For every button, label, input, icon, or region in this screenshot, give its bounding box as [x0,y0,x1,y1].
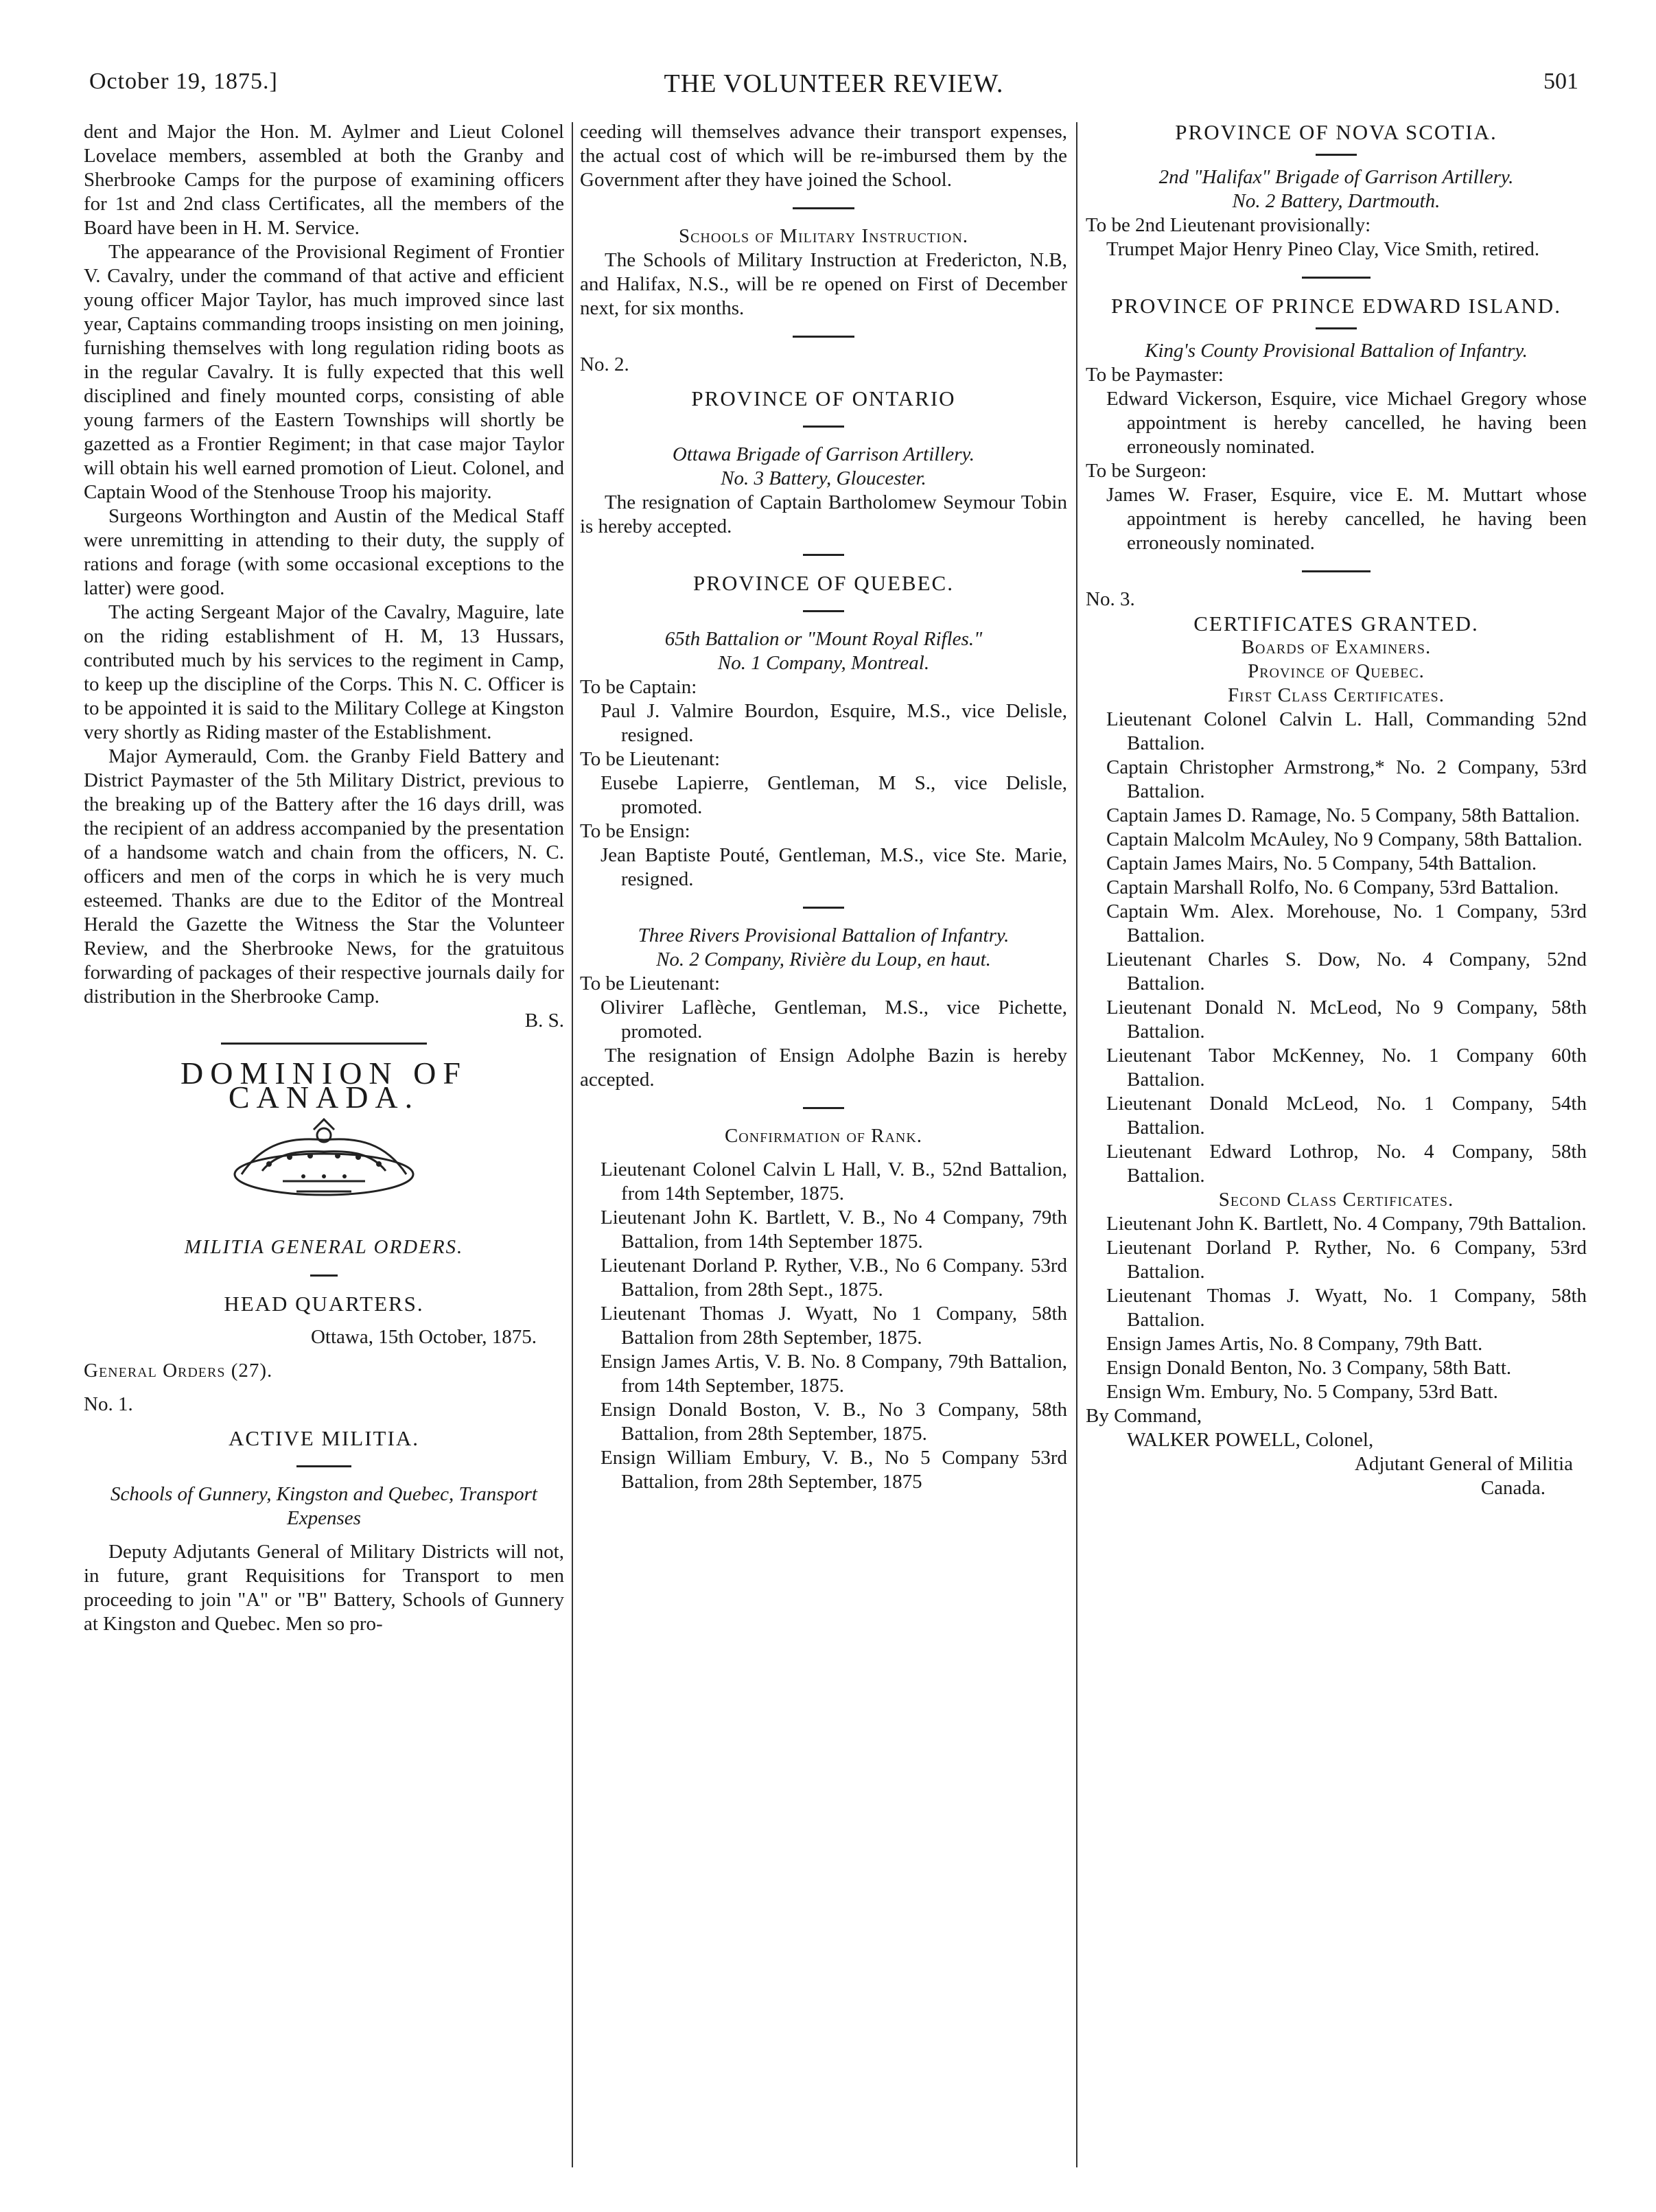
schools-heading: Schools of Gunnery, Kingston and Quebec, Transport Expenses [110,1483,537,1529]
divider [803,1107,844,1109]
appointment-label: To be Ensign: [580,820,690,842]
certificate-entry: Captain Marshall Rolfo, No. 6 Company, 53rd Battalion. [1106,876,1559,898]
certificates-heading: CERTIFICATES GRANTED. [1193,612,1479,636]
column-3 [1086,120,1587,1500]
first-class-heading: First Class Certificates. [1228,684,1445,706]
company-heading: No. 1 Company, Montreal. [717,652,930,674]
appointment-label: To be Paymaster: [1086,364,1224,386]
section-title-dominion: DOMINION OF CANADA. [180,1056,467,1115]
certificate-entry: Lieutenant Thomas J. Wyatt, No. 1 Company, 58th Battalion. [1106,1285,1587,1331]
certificate-entry: Ensign James Artis, No. 8 Company, 79th Batt. [1106,1333,1483,1355]
battalion-heading: 65th Battalion or "Mount Royal Rifles." [664,628,983,650]
certificate-entry: Captain James D. Ramage, No. 5 Company, 58th Battalion. [1106,804,1580,826]
certificate-entry: Captain Christopher Armstrong,* No. 2 Company, 53rd Battalion. [1106,756,1587,802]
header-page-number: 501 [1543,69,1578,94]
column-rule-right [1076,122,1077,2167]
date-line: Ottawa, 15th October, 1875. [310,1326,537,1348]
certificate-entry: Captain James Mairs, No. 5 Company, 54th Battalion. [1106,852,1537,874]
divider [296,1465,351,1467]
battery-heading: No. 2 Battery, Dartmouth. [1232,190,1441,212]
brigade-heading: Ottawa Brigade of Garrison Artillery. [672,443,975,465]
certificate-entry: Captain Wm. Alex. Morehouse, No. 1 Company, 53rd Battalion. [1106,900,1587,946]
page-header [89,69,1578,110]
rank-entry: Lieutenant Thomas J. Wyatt, No 1 Company, 58th Battalion from 28th September, 1875. [600,1303,1067,1349]
divider [1302,277,1371,279]
appointment-label: To be Captain: [580,676,697,698]
active-militia-heading: ACTIVE MILITIA. [229,1426,419,1450]
rank-entry: Ensign William Embury, V. B., No 5 Company 53rd Battalion, from 28th September, 1875 [600,1447,1067,1493]
signatory-place: Canada. [1480,1477,1546,1499]
battery-heading: No. 3 Battery, Gloucester. [721,467,926,489]
appointment-label: To be Lieutenant: [580,973,721,994]
paragraph: ceeding will themselves advance their transport expenses, the actual cost of which will be re-imbursed them by the Government after they have joined the School. [580,121,1067,191]
header-title: THE VOLUNTEER REVIEW. [664,69,1004,98]
rank-entry: Lieutenant Dorland P. Ryther, V.B., No 6 Company. 53rd Battalion, from 28th Sept., 1875. [600,1255,1067,1301]
divider [310,1274,338,1277]
certificate-entry: Lieutenant Charles S. Dow, No. 4 Company, 52nd Battalion. [1106,948,1587,994]
rank-entry: Lieutenant Colonel Calvin L Hall, V. B., 52nd Battalion, from 14th September, 1875. [600,1159,1067,1204]
battalion-heading: King's County Provisional Battalion of Infantry. [1145,340,1528,362]
order-number: No. 2. [580,353,629,375]
signatory-name: WALKER POWELL, Colonel, [1127,1429,1374,1451]
divider [803,554,844,556]
appointment-entry: Edward Vickerson, Esquire, vice Michael Gregory whose appointment is hereby cancelled, he having been erroneously nominated. [1106,388,1587,458]
signature: B. S. [524,1010,564,1032]
confirmation-heading: Confirmation of Rank. [724,1125,923,1147]
schools-military-heading: Schools of Military Instruction. [678,225,969,247]
certificate-entry: Lieutenant Dorland P. Ryther, No. 6 Company, 53rd Battalion. [1106,1237,1587,1283]
certificate-entry: Lieutenant Tabor McKenney, No. 1 Company 60th Battalion. [1106,1045,1587,1091]
divider [803,426,844,428]
boards-heading: Boards of Examiners. [1241,636,1432,658]
certificate-entry: Lieutenant Donald N. McLeod, No 9 Company, 58th Battalion. [1106,997,1587,1043]
certificate-entry: Lieutenant Colonel Calvin L. Hall, Commanding 52nd Battalion. [1106,708,1587,754]
divider [803,907,844,909]
order-number: No. 1. [84,1393,133,1415]
province-nova-scotia: PROVINCE OF NOVA SCOTIA. [1175,120,1497,144]
paragraph: Deputy Adjutants General of Military Districts will not, in future, grant Requisitions for Transport to men proceeding to join "A" or "B" Battery, Schools of Gunnery at Kingston and Quebec. Men so pro- [84,1541,564,1635]
appointment-entry: Trumpet Major Henry Pineo Clay, Vice Smith, retired. [1106,238,1540,260]
certificate-entry: Ensign Wm. Embury, No. 5 Company, 53rd Batt. [1106,1381,1498,1403]
paragraph: The acting Sergeant Major of the Cavalry, Maguire, late on the riding establishment of H. M, 13 Hussars, contributed much by his services to the regiment in Camp, to keep up the discipline of the Corps. This N. C. Officer is to be appointed it is said to the Military College at Kingston very shortly as Riding master of the Establishment. [84,601,564,743]
paragraph: dent and Major the Hon. M. Aylmer and Lieut Colonel Lovelace members, assembled at both the Granby and Sherbrooke Camps for the purpose of examining officers for 1st and 2nd class Certificates, all the members of the Board have been in H. M. Service. [84,121,564,239]
certificate-entry: Lieutenant Donald McLeod, No. 1 Company, 54th Battalion. [1106,1093,1587,1139]
divider [793,336,854,338]
brigade-heading: 2nd "Halifax" Brigade of Garrison Artillery. [1158,166,1514,188]
province-subheading: Province of Quebec. [1248,660,1425,682]
paragraph: The Schools of Military Instruction at Fredericton, N.B, and Halifax, N.S., will be re opened on First of December next, for six months. [580,249,1067,319]
battalion-heading: Three Rivers Provisional Battalion of Infantry. [638,924,1010,946]
company-heading: No. 2 Company, Rivière du Loup, en haut. [656,948,991,970]
appointment-entry: James W. Fraser, Esquire, vice E. M. Muttart whose appointment is hereby cancelled, he having been erroneously nominated. [1106,484,1587,554]
divider [803,610,844,612]
order-number: No. 3. [1086,588,1135,610]
by-command: By Command, [1086,1405,1202,1427]
certificate-entry: Ensign Donald Benton, No. 3 Company, 58th Batt. [1106,1357,1512,1379]
coat-of-arms-emblem [221,1116,427,1219]
rank-entry: Lieutenant John K. Bartlett, V. B., No 4 Company, 79th Battalion, from 14th September 1875. [600,1207,1067,1253]
paragraph: The resignation of Ensign Adolphe Bazin is hereby accepted. [580,1045,1067,1091]
general-orders: General Orders (27). [84,1360,273,1382]
province-ontario: PROVINCE OF ONTARIO [691,386,956,410]
certificate-entry: Lieutenant Edward Lothrop, No. 4 Company, 58th Battalion. [1106,1141,1587,1187]
paragraph: The resignation of Captain Bartholomew Seymour Tobin is hereby accepted. [580,491,1067,537]
paragraph: The appearance of the Provisional Regiment of Frontier V. Cavalry, under the command of that active and efficient young officer Major Taylor, has much improved since last year, Captains commanding troops insisting on men joining, furnishing themselves with long regulation riding boots as in the regular Cavalry. It is fully expected that this well disciplined and finely mounted corps, consisting of able young farmers of the Eastern Townships will shortly be gazetted as a Frontier Regiment; in that case major Taylor will obtain his well earned promotion of Lieut. Colonel, and Captain Wood of the Stenhouse Troop his majority. [84,241,564,503]
column-1 [84,120,564,1636]
appointment-label: To be Lieutenant: [580,748,721,770]
divider [793,207,854,209]
paragraph: Surgeons Worthington and Austin of the Medical Staff were unremitting in attending to their duty, the supply of rations and forage (with some occasional exceptions to the latter) were good. [84,505,564,599]
header-date: October 19, 1875.] [89,69,278,94]
divider [1316,154,1357,156]
divider [221,1043,427,1045]
column-rule-left [572,122,573,2167]
orders-title: MILITIA GENERAL ORDERS. [184,1236,464,1258]
signatory-title: Adjutant General of Militia [1354,1453,1573,1475]
paragraph: Major Aymerauld, Com. the Granby Field Battery and District Paymaster of the 5th Military District, previous to the breaking up of the Battery after the 16 days drill, was the recipient of an address accompanied by the presentation of a handsome watch and chain from the officers, N. C. officers and men of the corps in which he is very much esteemed. Thanks are due to the Editor of the Montreal Herald the Gazette the Witness the Star the Volunteer Review, and the Sherbrooke News, for the gratuitous forwarding of packages of their respective journals daily for distribution in the Sherbrooke Camp. [84,745,564,1008]
province-pei: PROVINCE OF PRINCE EDWARD ISLAND. [1111,294,1561,318]
divider [1302,570,1371,572]
appointment-label: To be Surgeon: [1086,460,1207,482]
appointment-label: To be 2nd Lieutenant provisionally: [1086,214,1371,236]
column-2 [580,120,1067,1494]
province-quebec: PROVINCE OF QUEBEC. [693,571,954,595]
rank-entry: Ensign James Artis, V. B. No. 8 Company, 79th Battalion, from 14th September, 1875. [600,1351,1067,1397]
rank-entry: Ensign Donald Boston, V. B., No 3 Company, 58th Battalion, from 28th September, 1875. [600,1399,1067,1445]
certificate-entry: Lieutenant John K. Bartlett, No. 4 Company, 79th Battalion. [1106,1213,1587,1235]
appointment-entry: Eusebe Lapierre, Gentleman, M S., vice Delisle, promoted. [600,772,1067,818]
appointment-entry: Paul J. Valmire Bourdon, Esquire, M.S., vice Delisle, resigned. [600,700,1067,746]
divider [1316,327,1357,329]
certificate-entry: Captain Malcolm McAuley, No 9 Company, 58th Battalion. [1106,828,1583,850]
appointment-entry: Olivirer Laflèche, Gentleman, M.S., vice Pichette, promoted. [600,997,1067,1043]
second-class-heading: Second Class Certificates. [1218,1189,1454,1211]
appointment-entry: Jean Baptiste Pouté, Gentleman, M.S., vice Ste. Marie, resigned. [600,844,1067,890]
hq-heading: HEAD QUARTERS. [224,1292,424,1316]
